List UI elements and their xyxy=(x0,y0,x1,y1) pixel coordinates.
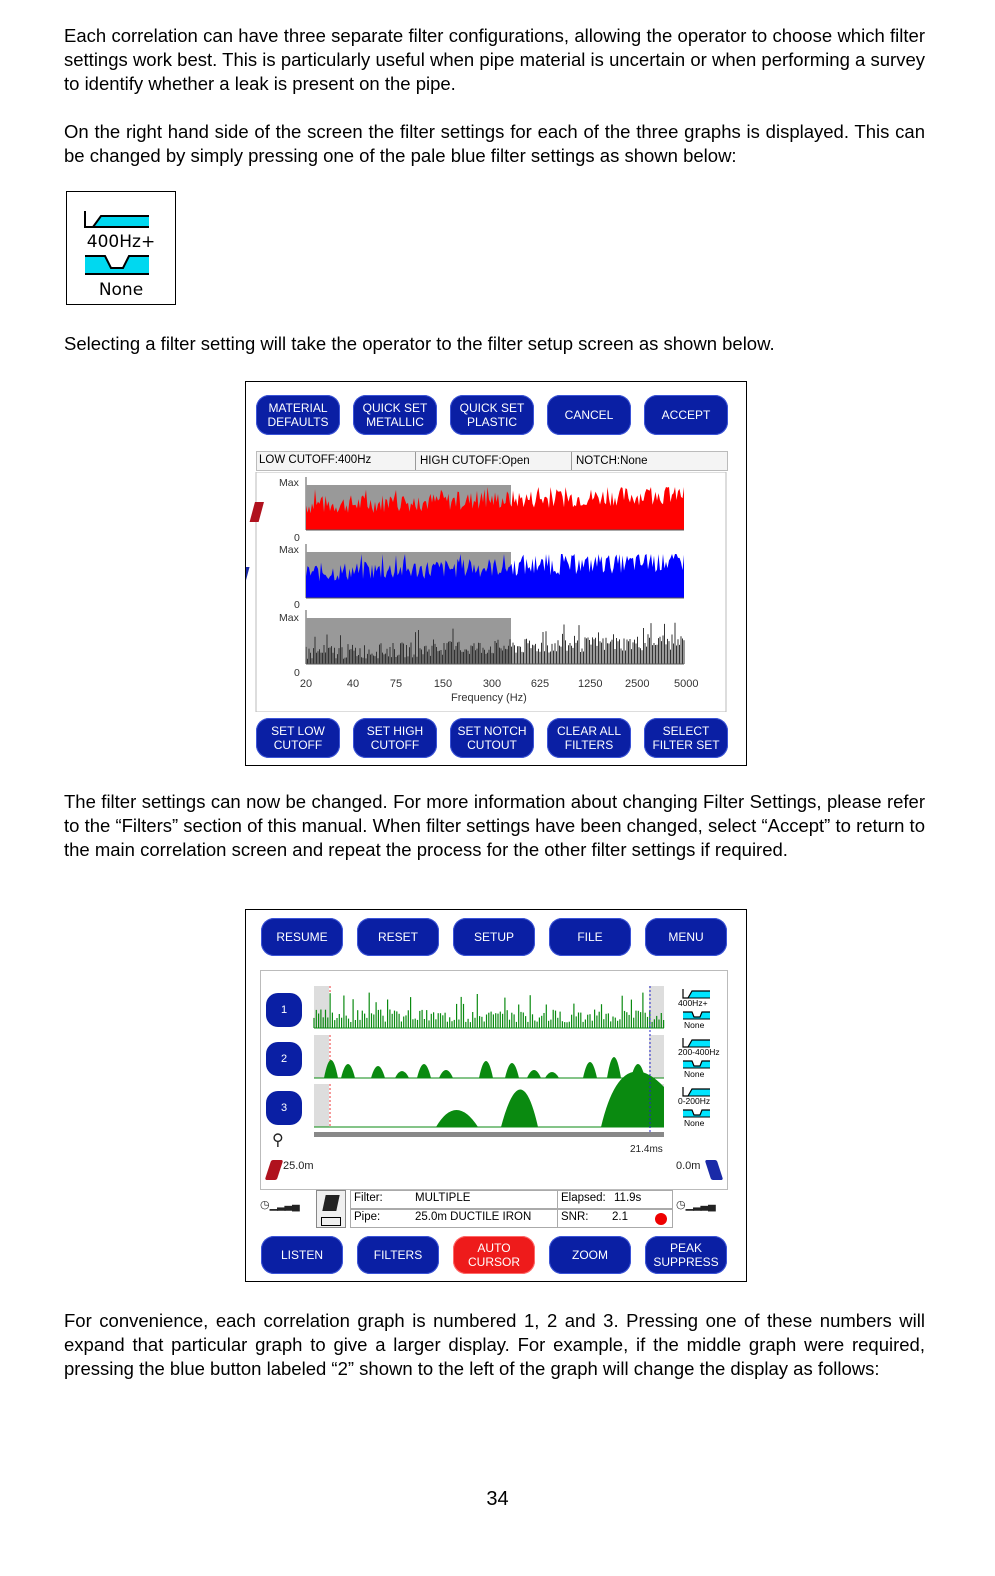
graph-1-button[interactable]: 1 xyxy=(266,993,302,1027)
snr-info-cell xyxy=(557,1209,673,1228)
filters-button[interactable]: FILTERS xyxy=(357,1236,439,1274)
frequency-tick-40: 40 xyxy=(346,678,360,690)
zero-label-3: 0 xyxy=(294,667,300,679)
pipe-info-cell xyxy=(350,1209,558,1228)
filter-cutoff-label: 400Hz+ xyxy=(678,998,708,1008)
peak-suppress-button[interactable]: PEAK SUPPRESS xyxy=(645,1236,727,1274)
set-notch-cutout-button[interactable]: SET NOTCH CUTOUT xyxy=(450,718,534,758)
frequency-tick-1250: 1250 xyxy=(578,678,603,690)
cancel-button[interactable]: CANCEL xyxy=(547,395,631,435)
zoom-magnifier-icon[interactable]: ⚲ xyxy=(272,1132,284,1149)
clear-all-filters-button[interactable]: CLEAR ALL FILTERS xyxy=(547,718,631,758)
corr-2-peak xyxy=(341,1064,355,1078)
elapsed-info-cell xyxy=(557,1190,673,1209)
listen-button[interactable]: LISTEN xyxy=(261,1236,343,1274)
filter-setting-2[interactable] xyxy=(674,1037,724,1081)
filter-status-bar xyxy=(256,451,728,471)
frequency-tick-300: 300 xyxy=(482,678,502,690)
filter-notch-label: None xyxy=(684,1020,705,1030)
zoom-button[interactable]: ZOOM xyxy=(549,1236,631,1274)
elapsed-value: 11.9s xyxy=(614,1192,642,1204)
file-button[interactable]: FILE xyxy=(549,918,631,956)
right-signal-icon: ◷▁▂▃▄ xyxy=(676,1199,715,1211)
graph-3-button[interactable]: 3 xyxy=(266,1091,302,1125)
set-low-cutoff-button[interactable]: SET LOW CUTOFF xyxy=(256,718,340,758)
corr-2-peak xyxy=(479,1061,493,1078)
left-signal-icon: ◷▁▂▃▄ xyxy=(260,1199,299,1211)
notch-status: NOTCH:None xyxy=(571,452,648,470)
filter-setup-screen xyxy=(245,381,747,766)
corr-2-peak xyxy=(505,1063,519,1078)
frequency-tick-75: 75 xyxy=(389,678,403,690)
filter-notch-label: None xyxy=(684,1118,705,1128)
paragraph-filter-configurations: Each correlation can have three separate filter configurations, allowing the operator to choose which filter settings work best. This is particularly useful when pipe material is uncertain or when performing a survey to identify whether a leak is present on the pipe. xyxy=(64,25,925,94)
blue-sensor-icon-1 xyxy=(246,567,250,587)
set-high-cutoff-button[interactable]: SET HIGH CUTOFF xyxy=(353,718,437,758)
menu-button[interactable]: MENU xyxy=(645,918,727,956)
scroll-track xyxy=(314,1132,664,1137)
filter-notch-label: None xyxy=(98,280,144,300)
corr-2-peak xyxy=(583,1062,597,1078)
frequency-axis-label: Frequency (Hz) xyxy=(451,692,527,704)
corr-2-peak xyxy=(545,1072,559,1078)
filter-cutoff-label: 0-200Hz xyxy=(678,1096,711,1106)
filter-cutoff-label: 200-400Hz xyxy=(678,1047,720,1057)
frequency-spectrum-chart xyxy=(246,472,746,712)
setup-button[interactable]: SETUP xyxy=(453,918,535,956)
filter-info-cell xyxy=(350,1190,558,1209)
zero-label-1: 0 xyxy=(294,532,300,544)
filter-setting-1[interactable] xyxy=(674,988,724,1032)
corr-2-peak xyxy=(527,1070,541,1078)
right-distance: 0.0m xyxy=(676,1160,701,1172)
pipe-info-value: 25.0m DUCTILE IRON xyxy=(415,1211,532,1223)
frequency-tick-150: 150 xyxy=(433,678,453,690)
paragraph-filter-setup: Selecting a filter setting will take the operator to the filter setup screen as shown below. xyxy=(64,333,775,354)
filter-cutoff-label: 400Hz+ xyxy=(86,232,156,252)
corr-3-hump xyxy=(601,1071,664,1127)
zero-label-2: 0 xyxy=(294,599,300,611)
pipe-info-label: Pipe: xyxy=(354,1211,381,1223)
low-cutoff-status: LOW CUTOFF:400Hz xyxy=(259,454,372,466)
material-defaults-button[interactable]: MATERIAL DEFAULTS xyxy=(256,395,340,435)
corr-2-peak xyxy=(417,1064,431,1078)
left-distance: 25.0m xyxy=(283,1160,314,1172)
page-number: 34 xyxy=(486,1488,509,1510)
time-readout: 21.4ms xyxy=(630,1144,663,1155)
resume-button[interactable]: RESUME xyxy=(261,918,343,956)
reset-button[interactable]: RESET xyxy=(357,918,439,956)
paragraph-graph-numbers: For convenience, each correlation graph is numbered 1, 2 and 3. Pressing one of these numbers will expand that particular graph to give a larger display. For example, if the middle graph were required, pressing the blue button labeled “2” shown to the left of the graph will change the display as follows: xyxy=(64,1310,925,1379)
filter-info-label: Filter: xyxy=(354,1192,383,1204)
max-label-2: Max xyxy=(279,544,299,556)
frequency-tick-5000: 5000 xyxy=(674,678,699,690)
corr-3-hump xyxy=(436,1110,478,1127)
filter-setting-3[interactable] xyxy=(674,1086,724,1130)
right-guard-2 xyxy=(649,1035,664,1078)
corr-2-peak xyxy=(439,1070,453,1078)
frequency-tick-2500: 2500 xyxy=(625,678,650,690)
frequency-tick-625: 625 xyxy=(530,678,550,690)
frequency-tick-20: 20 xyxy=(299,678,313,690)
elapsed-label: Elapsed: xyxy=(561,1192,606,1204)
device-battery-icon xyxy=(316,1190,346,1228)
paragraph-filter-settings-display: On the right hand side of the screen the filter settings for each of the three graphs is displayed. This can be changed by simply pressing one of the pale blue filter settings as shown below: xyxy=(64,121,925,166)
quick-set-plastic-button[interactable]: QUICK SET PLASTIC xyxy=(450,395,534,435)
record-indicator-icon xyxy=(655,1213,667,1225)
corr-2-peak xyxy=(371,1066,385,1078)
correlation-graphs xyxy=(246,910,746,1160)
accept-button[interactable]: ACCEPT xyxy=(644,395,728,435)
graph-2-button[interactable]: 2 xyxy=(266,1042,302,1076)
filter-setting-icon[interactable] xyxy=(66,191,176,305)
filter-notch-label: None xyxy=(684,1069,705,1079)
paragraph-changing-filters: The filter settings can now be changed. For more information about changing Filter Settings, please refer to the “Filters” section of this manual. When filter settings have been changed, select “Accept” to return to the main correlation screen and repeat the process for the other filter settings if required. xyxy=(64,791,925,860)
snr-label: SNR: xyxy=(561,1211,589,1223)
corr-3-hump xyxy=(501,1090,538,1128)
auto-cursor-button[interactable]: AUTO CURSOR xyxy=(453,1236,535,1274)
quick-set-metallic-button[interactable]: QUICK SET METALLIC xyxy=(353,395,437,435)
max-label-1: Max xyxy=(279,477,299,489)
correlation-screen xyxy=(245,909,747,1282)
corr-2-peak xyxy=(395,1071,409,1078)
max-label-3: Max xyxy=(279,612,299,624)
corr-2-peak xyxy=(607,1057,621,1078)
select-filter-set-button[interactable]: SELECT FILTER SET xyxy=(644,718,728,758)
red-sensor-icon-1 xyxy=(250,502,264,522)
high-cutoff-status: HIGH CUTOFF:Open xyxy=(415,452,530,470)
snr-value: 2.1 xyxy=(612,1211,628,1223)
filter-info-value: MULTIPLE xyxy=(415,1192,471,1204)
left-guard-3 xyxy=(314,1084,329,1127)
